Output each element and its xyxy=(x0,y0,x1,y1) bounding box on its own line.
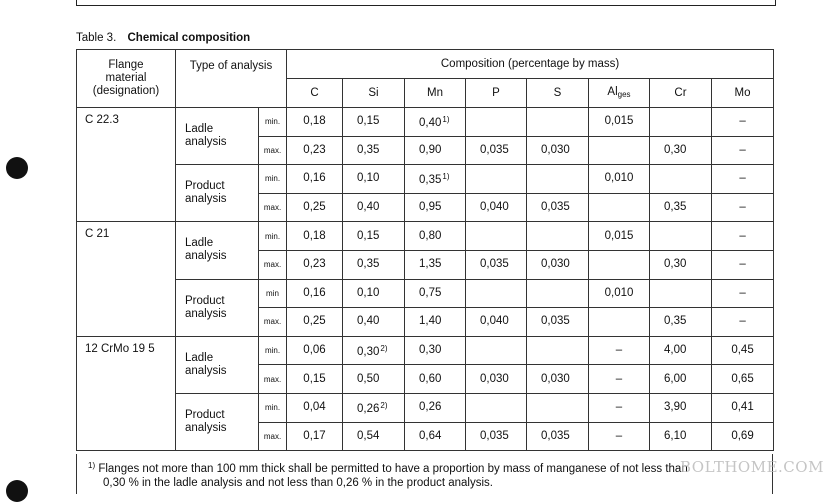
value-al xyxy=(589,336,650,365)
limit-label: min. xyxy=(259,165,287,194)
value-s xyxy=(527,193,589,222)
limit-label: max. xyxy=(259,250,287,279)
table-row xyxy=(77,393,774,422)
table-row xyxy=(77,279,774,308)
value-s xyxy=(527,336,589,365)
flange-material-header xyxy=(77,50,176,108)
value-mn xyxy=(405,165,466,194)
value-si xyxy=(343,365,405,394)
value-al xyxy=(589,365,650,394)
value-cr xyxy=(650,279,712,308)
cell-value: 0,035 xyxy=(541,315,570,328)
value-s xyxy=(527,393,589,422)
value-p xyxy=(466,108,527,137)
cell-value: 0,26 xyxy=(357,403,380,416)
value-s xyxy=(527,222,589,251)
cell-value: 0,040 xyxy=(480,201,509,214)
cell-value: 0,35 xyxy=(357,143,380,156)
cell-value: 0,035 xyxy=(480,429,509,442)
cell-value: 0,18 xyxy=(303,229,326,242)
value-mo xyxy=(712,136,774,165)
cell-value: 0,030 xyxy=(541,372,570,385)
value-mn xyxy=(405,136,466,165)
value-p xyxy=(466,308,527,337)
value-c xyxy=(287,108,343,137)
cell-value: 1,35 xyxy=(419,258,442,271)
cell-value: 0,06 xyxy=(303,344,326,357)
limit-label: min xyxy=(259,279,287,308)
value-al xyxy=(589,393,650,422)
value-si xyxy=(343,193,405,222)
table-row xyxy=(77,222,774,251)
value-p xyxy=(466,393,527,422)
value-p xyxy=(466,250,527,279)
analysis-type-line: analysis xyxy=(185,193,227,206)
cell-value: – xyxy=(615,401,623,414)
cell-value: 0,035 xyxy=(541,201,570,214)
element-header-si: Si xyxy=(343,79,405,108)
value-si xyxy=(343,336,405,365)
table-number: Table 3. xyxy=(76,32,117,44)
value-s xyxy=(527,108,589,137)
cell-value: – xyxy=(615,372,623,385)
cell-value: – xyxy=(739,258,746,271)
cell-value: 0,35 xyxy=(664,315,687,328)
value-mn xyxy=(405,422,466,451)
value-cr xyxy=(650,222,712,251)
cell-value: 0,035 xyxy=(480,258,509,271)
cell-value: 0,30 xyxy=(664,258,687,271)
element-header-al xyxy=(589,79,650,108)
cell-value: 0,035 xyxy=(480,143,509,156)
cell-value: 0,040 xyxy=(480,315,509,328)
value-p xyxy=(466,365,527,394)
cell-value: 0,54 xyxy=(357,429,380,442)
header-row xyxy=(77,50,774,79)
element-header-mo: Mo xyxy=(712,79,774,108)
element-al-subscript: ges xyxy=(617,89,631,99)
value-c xyxy=(287,222,343,251)
cell-value: 0,18 xyxy=(303,115,326,128)
flange-header-line: Flange xyxy=(108,59,144,71)
cell-value: 6,10 xyxy=(664,429,687,442)
value-al xyxy=(589,250,650,279)
value-mo xyxy=(712,308,774,337)
value-cr xyxy=(650,308,712,337)
value-c xyxy=(287,393,343,422)
value-cr xyxy=(650,193,712,222)
cell-value: 0,25 xyxy=(303,315,326,328)
cell-value: 0,69 xyxy=(731,429,754,442)
value-mn xyxy=(405,393,466,422)
table-caption xyxy=(76,32,250,44)
value-p xyxy=(466,422,527,451)
cell-value: 0,23 xyxy=(303,258,326,271)
cell-value: 0,15 xyxy=(303,372,326,385)
value-cr xyxy=(650,250,712,279)
analysis-type-header: Type of analysis xyxy=(176,50,287,108)
footnote-text-line-2: 0,30 % in the ladle analysis and not less than 0,26 % in the product analysis. xyxy=(103,477,493,489)
flange-designation: C 22.3 xyxy=(77,108,176,222)
cell-value: 0,35 xyxy=(357,258,380,271)
cell-value: 3,90 xyxy=(664,401,687,414)
value-cr xyxy=(650,108,712,137)
value-s xyxy=(527,250,589,279)
value-mo xyxy=(712,222,774,251)
value-c xyxy=(287,250,343,279)
value-s xyxy=(527,422,589,451)
value-si xyxy=(343,136,405,165)
cell-value: – xyxy=(615,344,623,357)
analysis-type xyxy=(176,222,259,279)
cell-value: 0,23 xyxy=(303,143,326,156)
limit-label: max. xyxy=(259,365,287,394)
analysis-type xyxy=(176,279,259,336)
value-p xyxy=(466,193,527,222)
value-al xyxy=(589,222,650,251)
cell-value: 0,30 xyxy=(664,143,687,156)
value-mn xyxy=(405,222,466,251)
cell-value: – xyxy=(615,429,623,442)
cell-value: 0,45 xyxy=(731,344,754,357)
analysis-type-line: analysis xyxy=(185,422,227,435)
cell-value: 0,41 xyxy=(731,401,754,414)
cell-value: – xyxy=(739,172,746,185)
cell-value: 0,030 xyxy=(480,372,509,385)
value-al xyxy=(589,279,650,308)
value-si xyxy=(343,165,405,194)
value-mn xyxy=(405,308,466,337)
value-mo xyxy=(712,336,774,365)
cell-value: 0,50 xyxy=(357,372,380,385)
value-cr xyxy=(650,365,712,394)
value-si xyxy=(343,108,405,137)
value-c xyxy=(287,165,343,194)
value-p xyxy=(466,279,527,308)
cell-value: – xyxy=(739,115,746,128)
analysis-type-line: Ladle xyxy=(185,237,214,250)
cell-value: – xyxy=(739,315,746,328)
element-al-label: Al xyxy=(607,85,618,98)
cell-value: 0,60 xyxy=(419,372,442,385)
analysis-type-line: analysis xyxy=(185,136,227,149)
value-c xyxy=(287,193,343,222)
footnote-text-line-1: Flanges not more than 100 mm thick shall be permitted to have a proportion by mass of manganese of not less than xyxy=(98,463,688,475)
table-title: Chemical composition xyxy=(127,32,251,44)
value-mo xyxy=(712,165,774,194)
flange-header-line: material xyxy=(105,72,147,84)
cell-value: 0,015 xyxy=(604,229,634,242)
cell-value: 0,030 xyxy=(541,258,570,271)
value-mo xyxy=(712,365,774,394)
limit-label: max. xyxy=(259,193,287,222)
cell-value: 0,95 xyxy=(419,201,442,214)
analysis-type xyxy=(176,393,259,450)
analysis-type-line: Product xyxy=(185,294,225,307)
analysis-type-line: analysis xyxy=(185,250,227,263)
footnote-marker: 1) xyxy=(88,461,96,470)
value-c xyxy=(287,308,343,337)
value-al xyxy=(589,136,650,165)
value-p xyxy=(466,336,527,365)
analysis-type xyxy=(176,336,259,393)
cell-value: 1,40 xyxy=(419,315,442,328)
cell-value: 0,40 xyxy=(357,201,380,214)
element-header-s: S xyxy=(527,79,589,108)
analysis-type xyxy=(176,165,259,222)
cell-value: 0,10 xyxy=(357,172,380,185)
value-al xyxy=(589,165,650,194)
analysis-type-line: Ladle xyxy=(185,351,214,364)
value-si xyxy=(343,393,405,422)
cell-value: 0,30 xyxy=(357,346,380,359)
table-row xyxy=(77,165,774,194)
flange-designation: 12 CrMo 19 5 xyxy=(77,336,176,450)
element-header-mn: Mn xyxy=(405,79,466,108)
composition-body xyxy=(77,108,774,451)
cell-value: 0,75 xyxy=(419,286,442,299)
limit-label: max. xyxy=(259,136,287,165)
value-c xyxy=(287,336,343,365)
footnote xyxy=(76,454,773,494)
value-mo xyxy=(712,108,774,137)
element-header-p: P xyxy=(466,79,527,108)
cell-value: 0,15 xyxy=(357,229,380,242)
value-al xyxy=(589,193,650,222)
analysis-type-line: Product xyxy=(185,180,225,193)
cell-value: 0,010 xyxy=(604,172,634,185)
value-mo xyxy=(712,193,774,222)
cell-value: 0,16 xyxy=(303,172,326,185)
value-cr xyxy=(650,336,712,365)
value-mn xyxy=(405,336,466,365)
cell-value: 0,10 xyxy=(357,286,380,299)
value-si xyxy=(343,422,405,451)
value-si xyxy=(343,279,405,308)
value-c xyxy=(287,365,343,394)
cell-value: 0,90 xyxy=(419,143,442,156)
value-mo xyxy=(712,393,774,422)
value-p xyxy=(466,165,527,194)
value-s xyxy=(527,308,589,337)
analysis-type-line: analysis xyxy=(185,364,227,377)
cell-value: – xyxy=(739,143,746,156)
cell-value: 0,030 xyxy=(541,143,570,156)
value-c xyxy=(287,279,343,308)
limit-label: max. xyxy=(259,422,287,451)
value-c xyxy=(287,422,343,451)
limit-label: min. xyxy=(259,222,287,251)
analysis-type-line: Ladle xyxy=(185,123,214,136)
table-row xyxy=(77,108,774,137)
value-s xyxy=(527,136,589,165)
value-si xyxy=(343,222,405,251)
cell-value: 0,65 xyxy=(731,372,754,385)
punch-hole-top xyxy=(6,157,28,179)
cell-value: 0,25 xyxy=(303,201,326,214)
value-p xyxy=(466,222,527,251)
cell-value: 0,15 xyxy=(357,115,380,128)
value-si xyxy=(343,250,405,279)
value-si xyxy=(343,308,405,337)
value-mo xyxy=(712,250,774,279)
element-header-cr: Cr xyxy=(650,79,712,108)
value-s xyxy=(527,365,589,394)
cell-value: 0,40 xyxy=(357,315,380,328)
cell-value: 0,010 xyxy=(604,286,634,299)
cell-value: 0,015 xyxy=(604,115,634,128)
cell-value: 0,35 xyxy=(419,174,442,187)
value-cr xyxy=(650,136,712,165)
value-mo xyxy=(712,279,774,308)
value-al xyxy=(589,422,650,451)
flange-header-line: (designation) xyxy=(92,85,160,97)
cell-value: 0,16 xyxy=(303,286,326,299)
limit-label: min. xyxy=(259,393,287,422)
punch-hole-bottom xyxy=(6,480,28,502)
value-mn xyxy=(405,193,466,222)
chemical-composition-table xyxy=(76,49,774,451)
cell-value: 0,035 xyxy=(541,429,570,442)
value-mn xyxy=(405,279,466,308)
value-cr xyxy=(650,165,712,194)
cell-value: 0,35 xyxy=(664,201,687,214)
value-mo xyxy=(712,422,774,451)
cell-value: 0,64 xyxy=(419,429,442,442)
cell-value: – xyxy=(739,229,746,242)
cell-value: 0,30 xyxy=(419,344,442,357)
flange-designation: C 21 xyxy=(77,222,176,336)
composition-header: Composition (percentage by mass) xyxy=(287,50,774,79)
value-c xyxy=(287,136,343,165)
analysis-type xyxy=(176,108,259,165)
element-header-c: C xyxy=(287,79,343,108)
analysis-type-line: Product xyxy=(185,409,225,422)
value-cr xyxy=(650,422,712,451)
value-s xyxy=(527,279,589,308)
cell-value: – xyxy=(739,286,746,299)
cell-value: – xyxy=(739,201,746,214)
cell-value: 4,00 xyxy=(664,344,687,357)
footnote-ref: 1) xyxy=(442,115,450,125)
footnote-ref: 1) xyxy=(442,172,450,182)
cell-value: 0,80 xyxy=(419,229,442,242)
value-cr xyxy=(650,393,712,422)
value-al xyxy=(589,308,650,337)
value-al xyxy=(589,108,650,137)
cell-value: 0,26 xyxy=(419,401,442,414)
cell-value: 0,17 xyxy=(303,429,326,442)
limit-label: max. xyxy=(259,308,287,337)
value-mn xyxy=(405,108,466,137)
value-mn xyxy=(405,365,466,394)
value-p xyxy=(466,136,527,165)
limit-label: min. xyxy=(259,108,287,137)
previous-table-bottom-border xyxy=(76,0,776,6)
cell-value: 6,00 xyxy=(664,372,687,385)
footnote-ref: 2) xyxy=(380,401,388,411)
footnote-line xyxy=(87,459,772,476)
value-mn xyxy=(405,250,466,279)
footnote-ref: 2) xyxy=(380,344,388,354)
analysis-type-line: analysis xyxy=(185,307,227,320)
cell-value: 0,40 xyxy=(419,117,442,130)
value-s xyxy=(527,165,589,194)
limit-label: min. xyxy=(259,336,287,365)
watermark: BOLTHOME.COM xyxy=(680,458,824,476)
cell-value: 0,04 xyxy=(303,401,326,414)
table-row xyxy=(77,336,774,365)
